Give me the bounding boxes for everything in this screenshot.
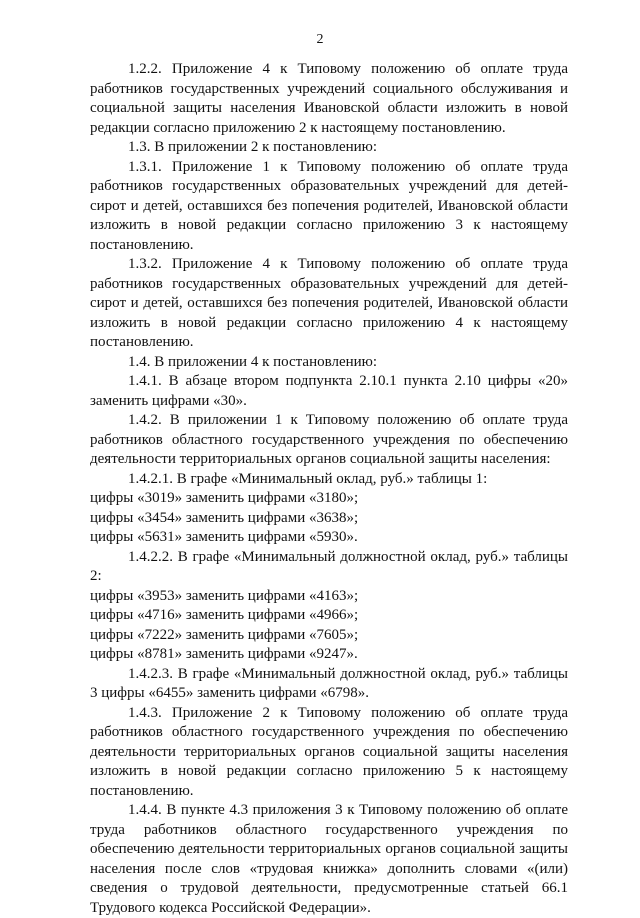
page-number: 2 <box>316 32 324 47</box>
paragraph-1-4-2-2: 1.4.2.2. В графе «Минимальный должностной оклад, руб.» таблицы 2: <box>90 548 568 584</box>
replacement-line: цифры «7222» заменить цифрами «7605»; <box>90 626 359 643</box>
paragraph-1-4-2-1: 1.4.2.1. В графе «Минимальный оклад, руб.» таблицы 1: <box>128 470 488 487</box>
paragraph-1-4-2-3: 1.4.2.3. В графе «Минимальный должностной оклад, руб.» таблицы 3 цифры «6455» заменить цифрами «6798». <box>90 665 568 701</box>
paragraph-1-2-2: 1.2.2. Приложение 4 к Типовому положению об оплате труда работников государственных учреждений социального обслуживания и социальной защиты населения Ивановской области изложить в новой редакции согласно приложению 2 к настоящему постановлению. <box>90 61 568 136</box>
paragraph-1-3-2: 1.3.2. Приложение 4 к Типовому положению об оплате труда работников государственных образовательных учреждений для детей-сирот и детей, оставшихся без попечения родителей, Ивановской области изложить в новой редакции согласно приложению 4 к настоящему постановлению. <box>90 256 568 350</box>
replacement-line: цифры «4716» заменить цифрами «4966»; <box>90 607 359 623</box>
replacement-line: цифры «8781» заменить цифрами «9247». <box>90 646 358 662</box>
paragraph-1-4-1: 1.4.1. В абзаце втором подпункта 2.10.1 пункта 2.10 цифры «20» заменить цифрами «30». <box>90 373 568 409</box>
document-body <box>90 60 568 918</box>
paragraph-1-4-3: 1.4.3. Приложение 2 к Типовому положению об оплате труда работников областного государственного учреждения по обеспечению деятельности территориальных органов социальной защиты населения изложить в новой редакции согласно приложению 5 к настоящему постановлению. <box>90 704 568 799</box>
replacement-line: цифры «5631» заменить цифрами «5930». <box>90 529 358 545</box>
paragraph-1-4-4: 1.4.4. В пункте 4.3 приложения 3 к Типовому положению об оплате труда работников областного государственного учреждения по обеспечению деятельности территориальных органов социальной защиты населения после слов «трудовая книжка» дополнить словами «(или) сведения о трудовой деятельности, предусмотренные статьей 66.1 Трудового кодекса Российской Федерации». <box>90 802 568 916</box>
paragraph-1-3-1: 1.3.1. Приложение 1 к Типовому положению об оплате труда работников государственных образовательных учреждений для детей-сирот и детей, оставшихся без попечения родителей, Ивановской области изложить в новой редакции согласно приложению 3 к настоящему постановлению. <box>90 158 568 253</box>
replacement-line: цифры «3454» заменить цифрами «3638»; <box>90 509 359 526</box>
paragraph-1-4-2: 1.4.2. В приложении 1 к Типовому положению об оплате труда работников областного государственного учреждения по обеспечению деятельности территориальных органов социальной защиты населения: <box>90 412 568 467</box>
paragraph-1-4: 1.4. В приложении 4 к постановлению: <box>128 353 378 370</box>
paragraph-1-3: 1.3. В приложении 2 к постановлению: <box>128 139 378 155</box>
replacement-line: цифры «3953» заменить цифрами «4163»; <box>90 587 359 604</box>
replacement-line: цифры «3019» заменить цифрами «3180»; <box>90 490 359 506</box>
